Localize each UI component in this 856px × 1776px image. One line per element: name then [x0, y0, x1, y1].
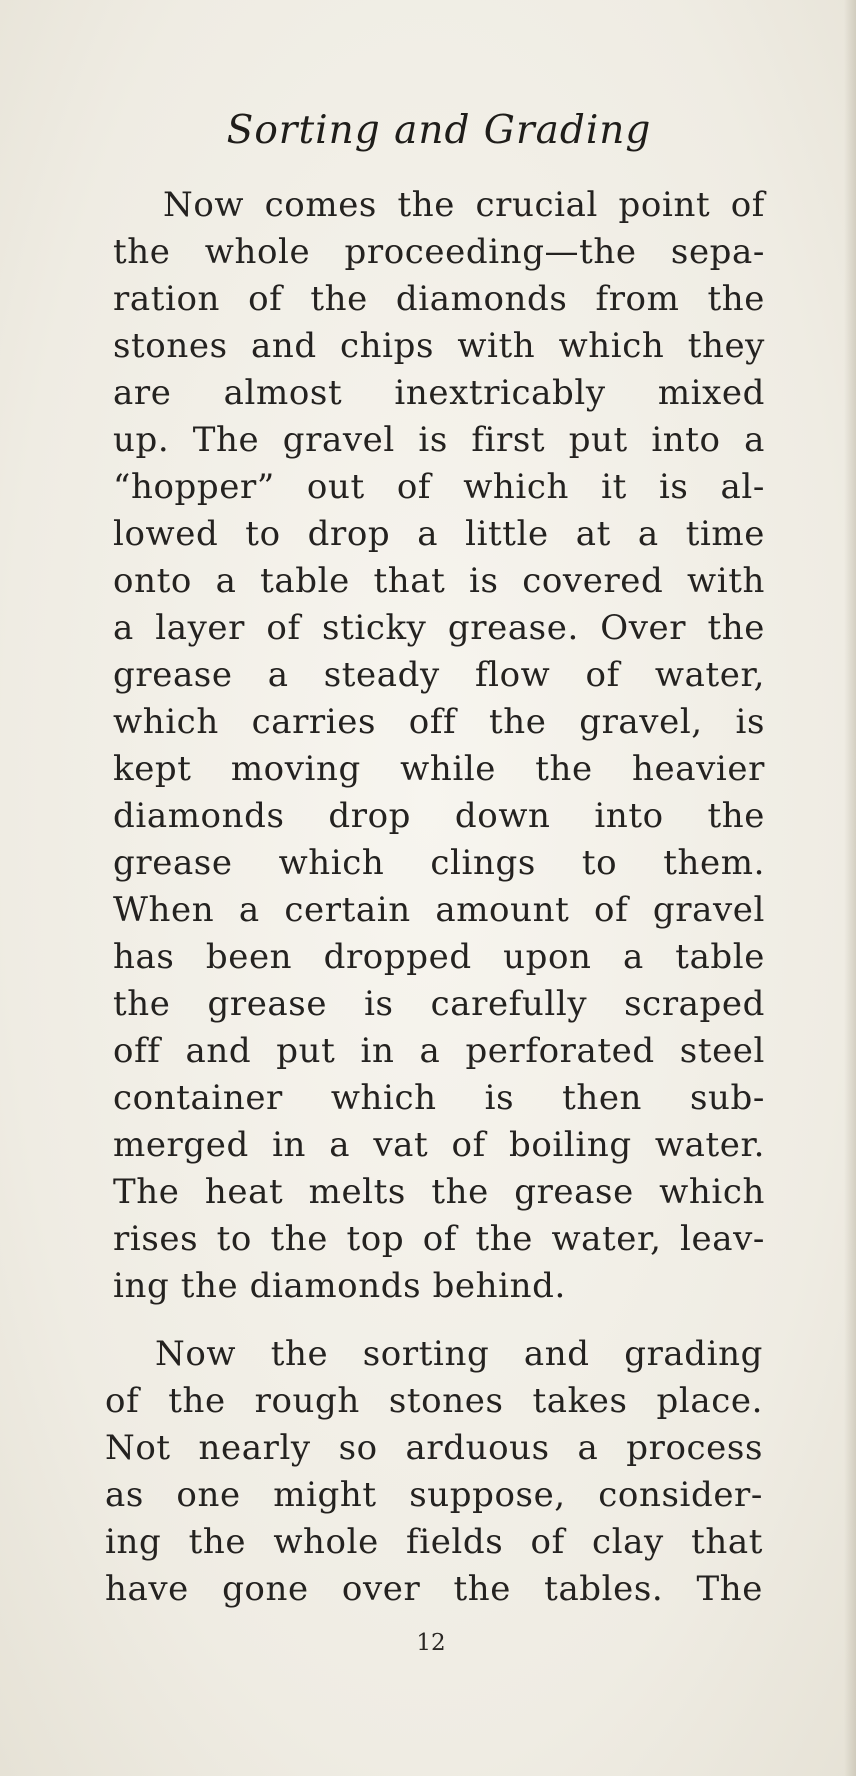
text-line: are almost inextricably mixed	[113, 373, 765, 413]
text-line: ing the diamonds behind.	[113, 1266, 566, 1306]
text-line: have gone over the tables. The	[105, 1569, 763, 1609]
text-line: has been dropped upon a table	[113, 937, 765, 977]
text-line: of the rough stones takes place.	[105, 1381, 763, 1421]
text-line: merged in a vat of boiling water.	[113, 1125, 765, 1165]
page-number: 12	[416, 1630, 446, 1656]
text-line: which carries off the gravel, is	[113, 702, 765, 742]
text-line: When a certain amount of gravel	[113, 890, 765, 930]
text-line: Now the sorting and grading	[155, 1334, 763, 1374]
text-line: a layer of sticky grease. Over the	[113, 608, 765, 648]
text-line: stones and chips with which they	[113, 326, 765, 366]
text-line: ration of the diamonds from the	[113, 279, 765, 319]
text-line: diamonds drop down into the	[113, 796, 765, 836]
text-line: as one might suppose, consider-	[105, 1475, 763, 1515]
text-line: grease a steady flow of water,	[113, 655, 765, 695]
text-line: The heat melts the grease which	[113, 1172, 765, 1212]
text-line: up. The gravel is first put into a	[113, 420, 765, 460]
text-line: “hopper” out of which it is al-	[113, 467, 765, 507]
paragraph-1	[113, 182, 765, 1310]
text-line: grease which clings to them.	[113, 843, 765, 883]
text-line: the grease is carefully scraped	[113, 984, 765, 1024]
paragraph-2	[105, 1331, 763, 1613]
text-line: ing the whole fields of clay that	[105, 1522, 763, 1562]
text-line: onto a table that is covered with	[113, 561, 765, 601]
text-line: container which is then sub-	[113, 1078, 765, 1118]
text-line: Now comes the crucial point of	[163, 185, 765, 225]
text-line: lowed to drop a little at a time	[113, 514, 765, 554]
text-line: the whole proceeding—the sepa-	[113, 232, 765, 272]
page-edge-shadow	[844, 0, 856, 1776]
section-heading: Sorting and Grading	[226, 108, 652, 153]
text-line: off and put in a perforated steel	[113, 1031, 765, 1071]
text-line: rises to the top of the water, leav-	[113, 1219, 765, 1259]
text-line: kept moving while the heavier	[113, 749, 765, 789]
text-line: Not nearly so arduous a process	[105, 1428, 763, 1468]
